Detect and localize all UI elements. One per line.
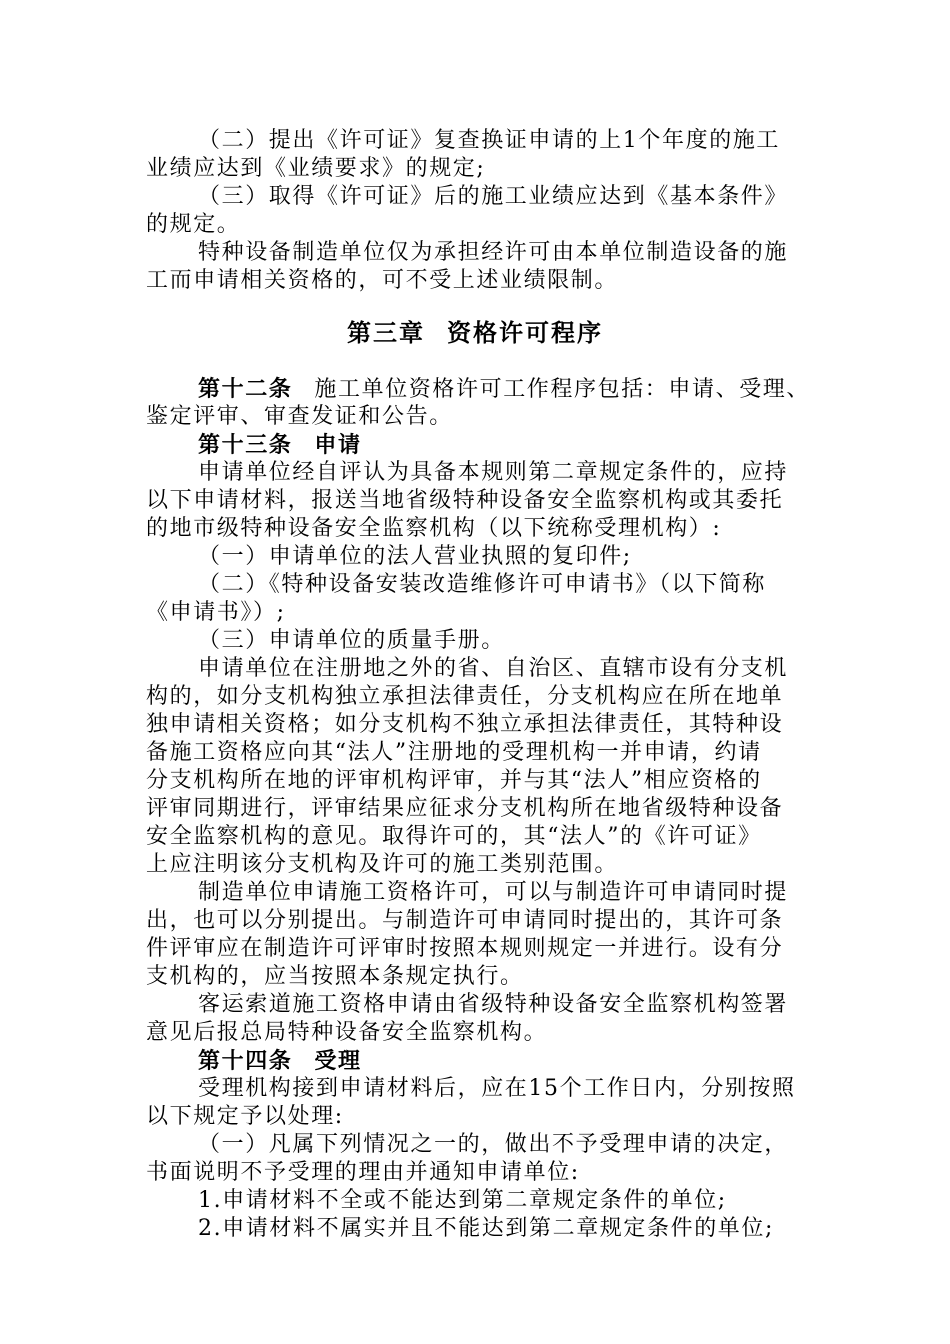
article-title: 第十二条 [198,376,293,402]
article-subtitle: 受理 [314,1048,362,1074]
text-line: （一）凡属下列情况之一的，做出不予受理申请的决定， [198,1132,789,1157]
text-line: （二）《特种设备安装改造维修许可申请书》（以下简称 [198,572,767,597]
text-line: 出，也可以分别提出。与制造许可申请同时提出的，其许可条 [146,908,784,933]
text-line: 件评审应在制造许可评审时按照本规则规定一并进行。设有分 [146,936,784,961]
text-line: 以下规定予以处理: [146,1104,344,1129]
text-line: 2.申请材料不属实并且不能达到第二章规定条件的单位; [198,1216,775,1241]
text-line: 受理机构接到申请材料后，应在15个工作日内，分别按照 [198,1076,796,1101]
text-line: 的地市级特种设备安全监察机构（以下统称受理机构）: [146,516,722,541]
article-13 [198,430,362,460]
text-line: 《申请书》）; [146,600,286,625]
text-line: 1.申请材料不全或不能达到第二章规定条件的单位; [198,1188,727,1213]
text-line: 独申请相关资格；如分支机构不独立承担法律责任，其特种设 [146,712,784,737]
article-14 [198,1046,362,1076]
text-line: 意见后报总局特种设备安全监察机构。 [146,1020,548,1045]
chapter-number: 第三章 [347,318,425,347]
article-text: 施工单位资格许可工作程序包括：申请、受理、 [314,377,811,402]
text-line: （三）申请单位的质量手册。 [198,628,505,653]
article-title: 第十三条 [198,432,293,458]
text-line: 安全监察机构的意见。取得许可的，其“法人”的《许可证》 [146,824,762,849]
text-line: 书面说明不予受理的理由并通知申请单位: [146,1160,580,1185]
text-line: 构的，如分支机构独立承担法律责任，分支机构应在所在地单 [146,684,784,709]
text-line: 制造单位申请施工资格许可，可以与制造许可申请同时提 [198,880,789,905]
text-line: （三）取得《许可证》后的施工业绩应达到《基本条件》 [198,184,789,209]
text-line: 的规定。 [146,212,241,237]
chapter-heading [0,316,950,350]
article-12 [198,374,810,404]
text-line: 业绩应达到《业绩要求》的规定; [146,156,486,181]
text-line: 以下申请材料，报送当地省级特种设备安全监察机构或其委托 [146,488,784,513]
article-subtitle: 申请 [314,432,362,458]
text-line: 分支机构所在地的评审机构评审，并与其“法人”相应资格的 [146,768,762,793]
text-line: 特种设备制造单位仅为承担经许可由本单位制造设备的施 [198,240,789,265]
chapter-title: 资格许可程序 [447,318,603,347]
text-line: 评审同期进行，评审结果应征求分支机构所在地省级特种设备 [146,796,784,821]
text-line: 客运索道施工资格申请由省级特种设备安全监察机构签署 [198,992,789,1017]
text-line: （一）申请单位的法人营业执照的复印件; [198,544,632,569]
text-line: （二）提出《许可证》复查换证申请的上1个年度的施工 [198,128,780,153]
text-line: 上应注明该分支机构及许可的施工类别范围。 [146,852,619,877]
text-line: 支机构的，应当按照本条规定执行。 [146,964,524,989]
text-line: 鉴定评审、审查发证和公告。 [146,404,453,429]
text-line: 工而申请相关资格的，可不受上述业绩限制。 [146,268,619,293]
text-line: 备施工资格应向其“法人”注册地的受理机构一并申请，约请 [146,740,762,765]
text-line: 申请单位在注册地之外的省、自治区、直辖市设有分支机 [198,656,789,681]
text-line: 申请单位经自评认为具备本规则第二章规定条件的，应持 [198,460,789,485]
article-title: 第十四条 [198,1048,293,1074]
